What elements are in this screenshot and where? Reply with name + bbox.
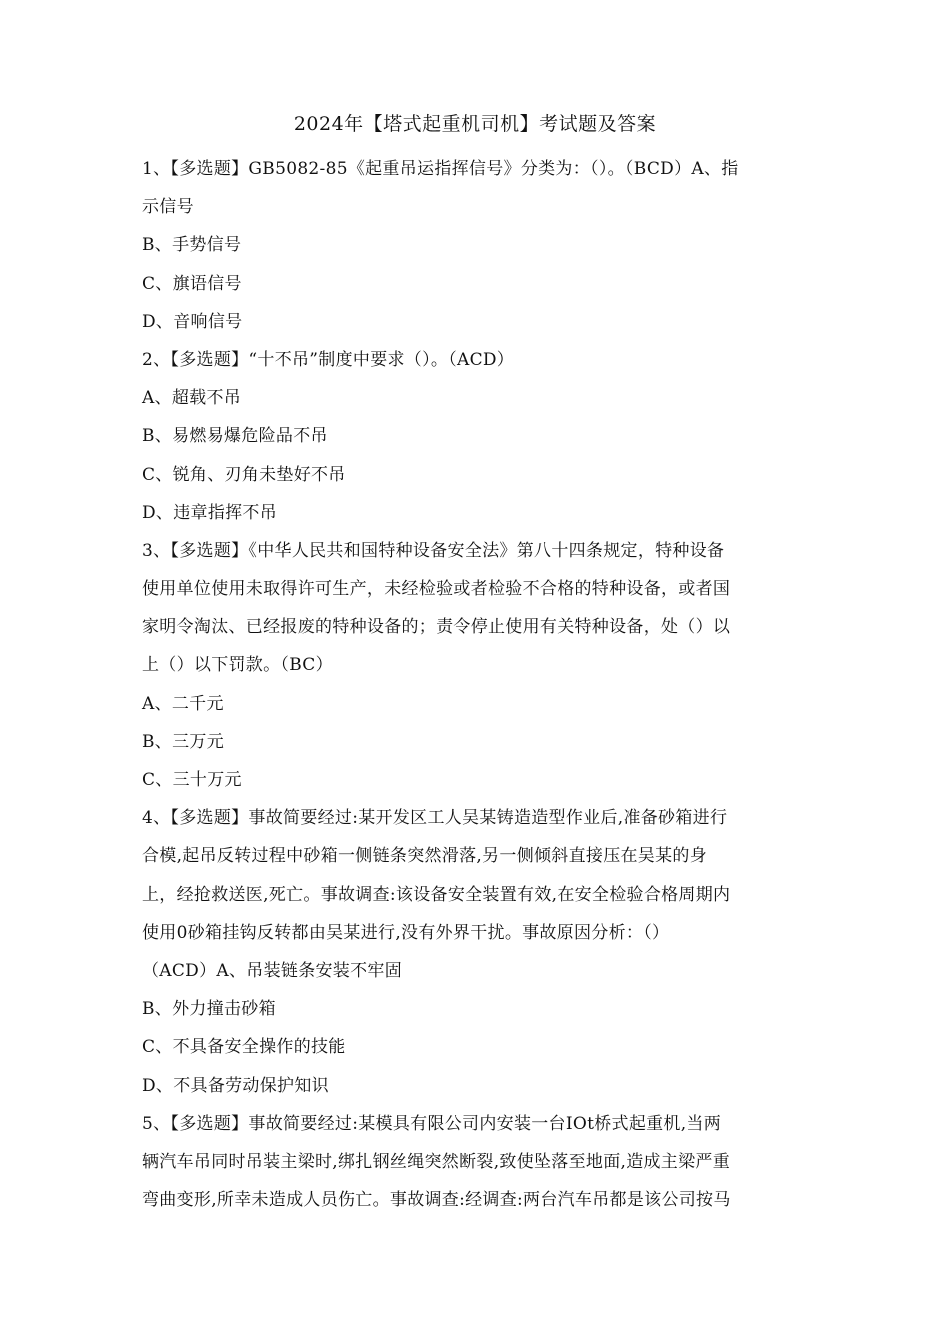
text-line: 弯曲变形,所幸未造成人员伤亡。事故调查:经调查:两台汽车吊都是该公司按马 bbox=[142, 1190, 731, 1211]
text-line: 上（）以下罚款。（BC） bbox=[142, 655, 333, 676]
text-line: 示信号 bbox=[142, 197, 194, 218]
text-line: 4、【多选题】事故简要经过:某开发区工人吴某铸造造型作业后,准备砂箱进行 bbox=[142, 808, 728, 829]
text-line: 使用0砂箱挂钩反转都由吴某进行,没有外界干扰。事故原因分析：（） bbox=[142, 922, 670, 943]
text-line: 5、【多选题】事故简要经过:某模具有限公司内安装一台IOt桥式起重机,当两 bbox=[142, 1113, 722, 1134]
text-line: 2、【多选题】“十不吊”制度中要求（）。（ACD） bbox=[142, 349, 515, 370]
text-line: 家明令淘汰、已经报废的特种设备的；责令停止使用有关特种设备，处（）以 bbox=[142, 617, 731, 638]
text-line: 合模,起吊反转过程中砂箱一侧链条突然滑落,另一侧倾斜直接压在吴某的身 bbox=[142, 846, 708, 867]
text-line: 辆汽车吊同时吊装主梁时,绑扎钢丝绳突然断裂,致使坠落至地面,造成主梁严重 bbox=[142, 1151, 731, 1172]
text-line: 3、【多选题】《中华人民共和国特种设备安全法》第八十四条规定，特种设备 bbox=[142, 540, 725, 561]
text-line: C、旗语信号 bbox=[142, 273, 242, 294]
text-line: 1、【多选题】GB5082-85《起重吊运指挥信号》分类为：（）。（BCD）A、指 bbox=[142, 159, 739, 179]
text-line: A、超载不吊 bbox=[142, 388, 242, 409]
text-line: （ACD）A、吊装链条安装不牢固 bbox=[142, 960, 402, 981]
text-line: C、不具备安全操作的技能 bbox=[142, 1037, 346, 1058]
text-line: B、外力撞击砂箱 bbox=[142, 999, 276, 1020]
text-line: 使用单位使用未取得许可生产，未经检验或者检验不合格的特种设备，或者国 bbox=[142, 579, 731, 600]
document-body bbox=[142, 150, 810, 1219]
text-line: B、易燃易爆危险品不吊 bbox=[142, 426, 328, 447]
text-line: D、音响信号 bbox=[142, 311, 243, 332]
text-line: C、锐角、刃角未垫好不吊 bbox=[142, 464, 346, 485]
document-title: 2024年【塔式起重机司机】考试题及答案 bbox=[293, 113, 657, 135]
text-line: B、手势信号 bbox=[142, 235, 242, 256]
text-line: C、三十万元 bbox=[142, 770, 242, 790]
text-line: D、违章指挥不吊 bbox=[142, 502, 278, 523]
text-line: A、二千元 bbox=[142, 693, 224, 714]
text-line: B、三万元 bbox=[142, 731, 224, 752]
text-line: 上，经抢救送医,死亡。事故调查:该设备安全装置有效,在安全检验合格周期内 bbox=[142, 884, 731, 905]
text-line: D、不具备劳动保护知识 bbox=[142, 1075, 329, 1096]
